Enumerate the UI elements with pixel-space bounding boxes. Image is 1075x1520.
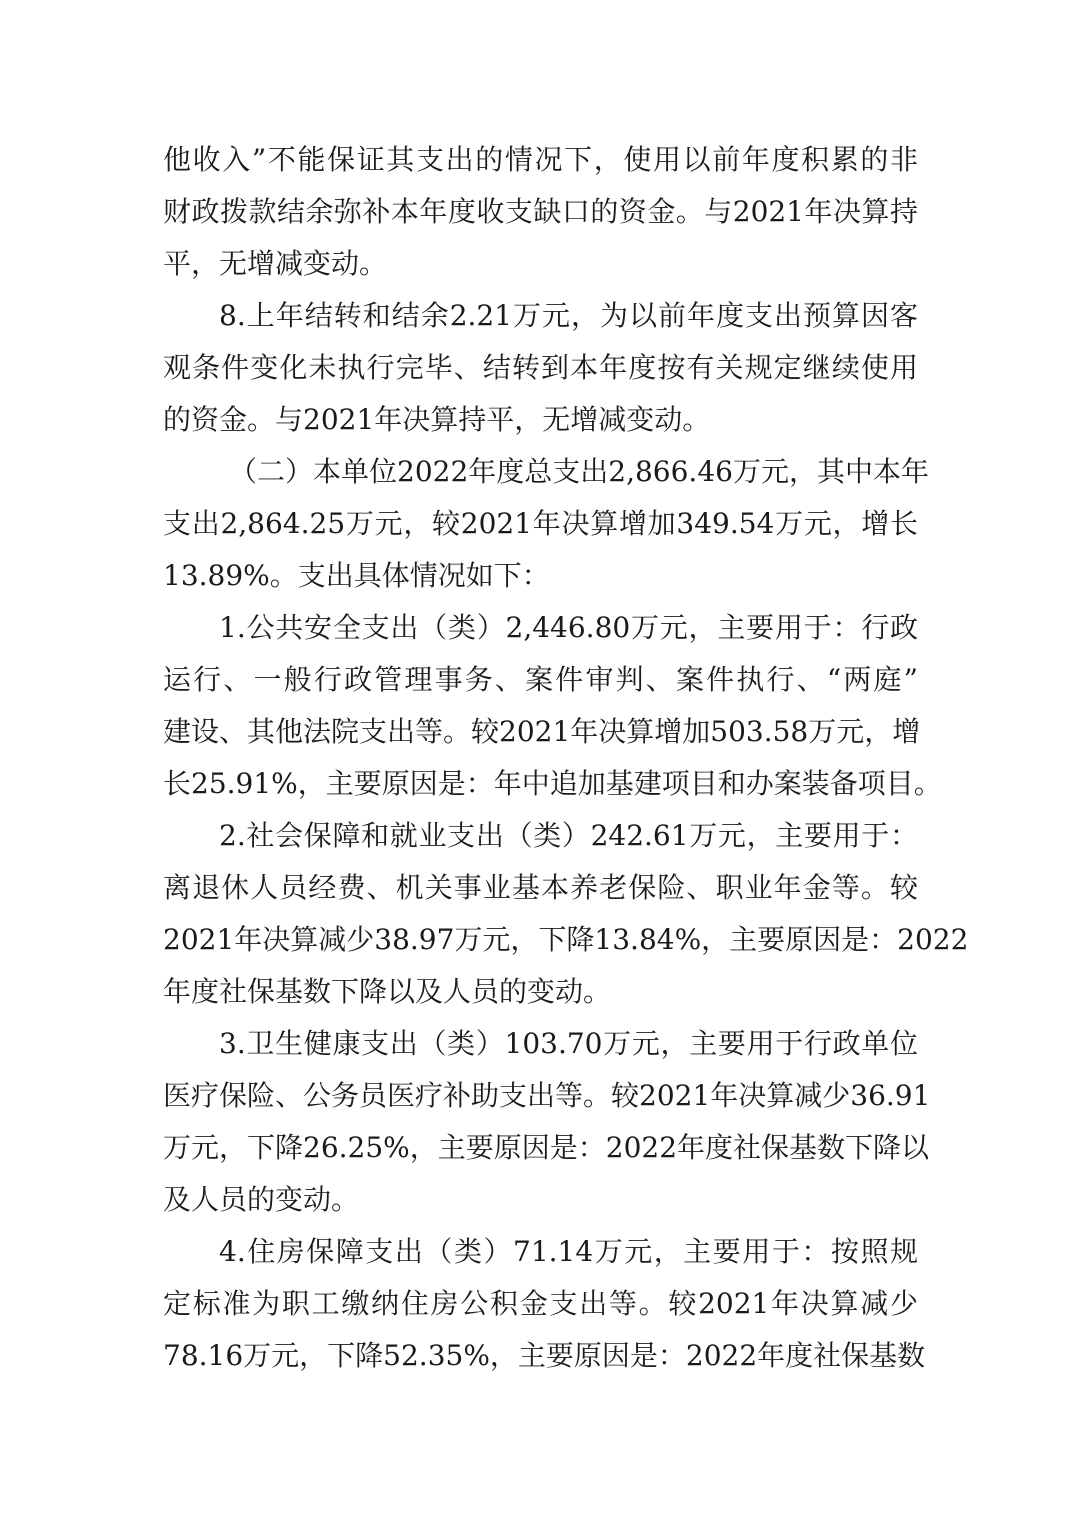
paragraph-section-2 xyxy=(163,446,929,602)
text-line: 万元，下降26.25%，主要原因是：2022年度社保基数下降以 xyxy=(163,1131,930,1164)
text-line: 78.16万元，下降52.35%，主要原因是：2022年度社保基数 xyxy=(163,1339,926,1372)
text-line: （二）本单位2022年度总支出2,866.46万元，其中本年 xyxy=(229,455,929,488)
paragraph-item-2 xyxy=(163,810,969,1018)
paragraph-item-4 xyxy=(163,1226,926,1382)
text-line: 长25.91%，主要原因是：年中追加基建项目和办案装备项目。 xyxy=(163,767,942,800)
paragraph-item-8 xyxy=(163,290,918,446)
text-line: 建设、其他法院支出等。较2021年决算增加503.58万元，增 xyxy=(163,715,921,748)
text-line: 及人员的变动。 xyxy=(163,1183,360,1216)
text-line: 3.卫生健康支出（类）103.70万元，主要用于行政单位 xyxy=(219,1027,918,1060)
text-line: 1.公共安全支出（类）2,446.80万元，主要用于：行政 xyxy=(219,611,918,644)
text-line: 医疗保险、公务员医疗补助支出等。较2021年决算减少36.91 xyxy=(163,1079,931,1112)
paragraph-item-1 xyxy=(163,602,942,810)
text-line: 支出2,864.25万元，较2021年决算增加349.54万元，增长 xyxy=(163,507,918,540)
text-line: 离退休人员经费、机关事业基本养老保险、职业年金等。较 xyxy=(163,871,918,904)
text-line: 8.上年结转和结余2.21万元，为以前年度支出预算因客 xyxy=(219,299,918,332)
text-line: 定标准为职工缴纳住房公积金支出等。较2021年决算减少 xyxy=(163,1287,918,1320)
text-line: 的资金。与2021年决算持平，无增减变动。 xyxy=(163,403,711,436)
text-line: 13.89%。支出具体情况如下： xyxy=(163,559,550,592)
paragraph-other-income xyxy=(163,134,918,290)
text-line: 运行、一般行政管理事务、案件审判、案件执行、“两庭” xyxy=(163,663,918,696)
text-line: 2.社会保障和就业支出（类）242.61万元，主要用于： xyxy=(219,819,918,852)
text-line: 4.住房保障支出（类）71.14万元，主要用于：按照规 xyxy=(219,1235,918,1268)
paragraph-item-3 xyxy=(163,1018,931,1226)
text-line: 财政拨款结余弥补本年度收支缺口的资金。与2021年决算持 xyxy=(163,195,918,228)
text-line: 平，无增减变动。 xyxy=(163,247,388,280)
text-line: 观条件变化未执行完毕、结转到本年度按有关规定继续使用 xyxy=(163,351,918,384)
text-line: 他收入”不能保证其支出的情况下，使用以前年度积累的非 xyxy=(163,143,918,176)
text-line: 2021年决算减少38.97万元，下降13.84%，主要原因是：2022 xyxy=(163,923,969,956)
text-line: 年度社保基数下降以及人员的变动。 xyxy=(163,975,612,1008)
document-body xyxy=(163,134,969,1382)
